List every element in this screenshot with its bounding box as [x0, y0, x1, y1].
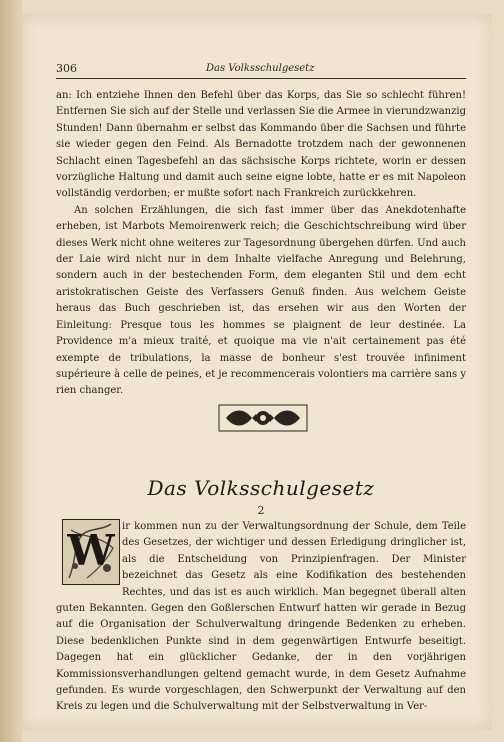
paragraph: An solchen Erzählungen, die sich fast immer über das Anekdotenhafte erheben, ist Marbots Memoirenwerk reich; die Geschichtschreibung wird über dieses Werk nicht ohne weiteres zur Tagesordnung übergehen dürfen. Und auch der Laie wird nicht nur in dem Inhalte vielfache Anregung und Belehrung, sondern auch in der bestechenden Form, dem eleganten Stil und dem echt aristokratischen Geiste des Verfassers Genuß finden. Aus welchem Geiste heraus das Buch geschrieben ist, das ersehen wir aus den Worten der Einleitung: Presque tous les hommes se plaignent de leur destinée. La Providence m'a mieux traité, et quoique ma vie n'ait certainement pas été exempte de tribulations, la masse de bonheur s'est trouvée infiniment supérieure à celle de peines, et je recommencerais volontiers ma carrière sans y rien changer.: [56, 204, 466, 397]
section-title: Das Volksschulgesetz: [147, 476, 375, 500]
book-gutter: [0, 0, 22, 742]
running-title: Das Volksschulgesetz: [206, 63, 315, 74]
decorated-initial-icon: [62, 519, 120, 585]
main-text: [56, 88, 466, 400]
header-rule: [56, 78, 466, 79]
paragraph: ir kommen nun zu der Verwaltungsordnung der Schule, dem Teile des Gesetzes, der wichtiger und dessen Erledigung dringlicher ist, als die Entscheidung von Prinzipienfragen. Der Minister bezeichnet das Gesetz als eine Kodifikation des bestehenden Rechtes, und das ist es auch wirklich. Man begegnet überall alten guten Bekannten. Gegen den Goßlerschen Entwurf hatten wir gerade in Bezug auf die Organisation der Schulverwaltung dringende Bedenken zu erheben. Diese bedenklichen Punkte sind in dem gegenwärtigen Entwurfe beseitigt. Dagegen hat ein glücklicher Gedanke, der in den vorjährigen Kommissionsverhandlungen geltend gemacht wurde, in dem Gesetz Aufnahme gefunden. Es wurde vorgeschlagen, den Schwerpunkt der Verwaltung auf den Kreis zu legen und die Schulverwaltung mit der Selbstverwaltung in Ver-: [56, 521, 466, 713]
page-number: 306: [56, 62, 77, 75]
initial-letter: W: [67, 526, 115, 575]
page-header: [56, 60, 466, 78]
floral-vignette-icon: [218, 404, 308, 432]
paragraph: an: Ich entziehe Ihnen den Befehl über das Korps, das Sie so schlecht führen! Entfernen Sie sich auf der Stelle und verlassen Sie die Armee in vierundzwanzig Stunden! Dann übernahm er selbst das Kommando über die Sachsen und führte sie wieder gegen den Feind. Als Bernadotte trotzdem nach der gewonnenen Schlacht einen Tagesbefehl an das sächsische Korps richtete, worin er dessen vorzügliche Haltung und damit auch seine eigne lobte, hatte er es mit Napoleon vollständig verdorben; er mußte sofort nach Frankreich zurückkehren.: [56, 90, 466, 200]
section-number: 2: [257, 504, 265, 517]
